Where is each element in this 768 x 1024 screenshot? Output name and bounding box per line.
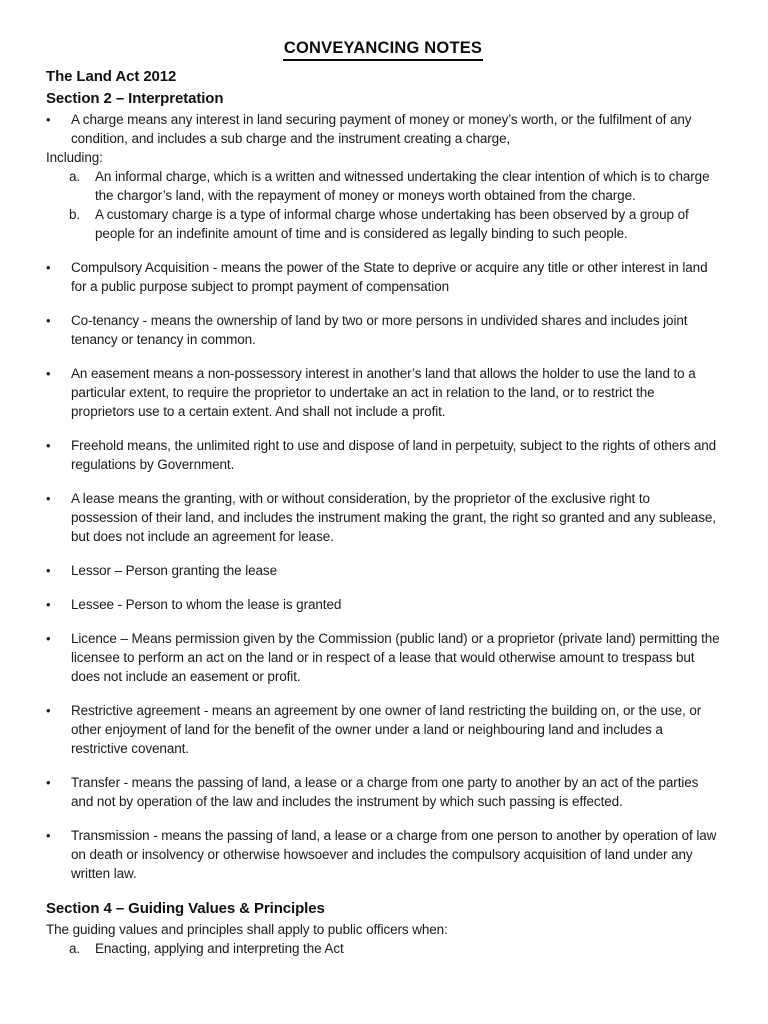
bullet-text: A lease means the granting, with or without consideration, by the proprietor of the exclusive right to possession of their land, and includes the instrument making the grant, the right so granted and any sublease, but does not include an agreement for lease.: [71, 491, 716, 544]
blank-line: [46, 758, 720, 773]
document-body: [46, 66, 720, 958]
bullet-marker-icon: •: [46, 597, 51, 612]
blank-line: [46, 296, 720, 311]
lettered-item: [46, 167, 720, 205]
bullet-marker-icon: •: [46, 491, 51, 506]
bullet-item: [46, 364, 720, 421]
bullet-marker-icon: •: [46, 438, 51, 453]
blank-line: [46, 546, 720, 561]
list-letter-label: b.: [69, 207, 81, 222]
bullet-text: Transmission - means the passing of land, a lease or a charge from one person to another by operation of law on death or insolvency or otherwise howsoever and includes the compulsory acquisition of land under any written law.: [71, 828, 717, 881]
bullet-item: [46, 311, 720, 349]
paragraph: Including:: [46, 150, 103, 165]
bullet-text: Compulsory Acquisition - means the power of the State to deprive or acquire any title or other interest in land for a public purpose subject to prompt payment of compensation: [71, 260, 708, 294]
list-letter-label: a.: [69, 169, 81, 184]
bullet-marker-icon: •: [46, 313, 51, 328]
bullet-item: [46, 629, 720, 686]
bullet-text: Co-tenancy - means the ownership of land by two or more persons in undivided shares and includes joint tenancy or tenancy in common.: [71, 313, 688, 347]
bullet-marker-icon: •: [46, 366, 51, 381]
bullet-text: An easement means a non-possessory interest in another’s land that allows the holder to use the land to a particular extent, to require the proprietor to undertake an act in relation to the land, or to restrict the proprietors use to a certain extent. And shall not include a profit.: [71, 366, 696, 419]
lettered-item-text: A customary charge is a type of informal charge whose undertaking has been observed by a group of people for an indefinite amount of time and is considered as legally binding to such people.: [95, 207, 689, 241]
bullet-item: [46, 701, 720, 758]
bullet-item: [46, 110, 720, 148]
paragraph: The guiding values and principles shall apply to public officers when:: [46, 922, 448, 937]
lettered-item-text: Enacting, applying and interpreting the Act: [95, 941, 344, 956]
bullet-text: Lessor – Person granting the lease: [71, 563, 277, 578]
bullet-text: Freehold means, the unlimited right to use and dispose of land in perpetuity, subject to the rights of others and regulations by Government.: [71, 438, 717, 472]
bullet-item: [46, 595, 720, 614]
section-heading: The Land Act 2012: [46, 68, 177, 85]
bullet-item: [46, 561, 720, 580]
blank-line: [46, 883, 720, 898]
bullet-item: [46, 773, 720, 811]
blank-line: [46, 349, 720, 364]
blank-line: [46, 421, 720, 436]
bullet-marker-icon: •: [46, 775, 51, 790]
bullet-marker-icon: •: [46, 703, 51, 718]
bullet-text: Lessee - Person to whom the lease is granted: [71, 597, 342, 612]
bullet-item: [46, 436, 720, 474]
bullet-item: [46, 489, 720, 546]
bullet-item: [46, 258, 720, 296]
document-title: [46, 38, 720, 61]
blank-line: [46, 811, 720, 826]
blank-line: [46, 580, 720, 595]
lettered-item: [46, 205, 720, 243]
lettered-item: [46, 939, 720, 958]
section-heading: Section 4 – Guiding Values & Principles: [46, 900, 325, 917]
bullet-marker-icon: •: [46, 112, 51, 127]
bullet-marker-icon: •: [46, 828, 51, 843]
blank-line: [46, 243, 720, 258]
lettered-item-text: An informal charge, which is a written and witnessed undertaking the clear intention of which is to charge the chargor’s land, with the repayment of money or moneys worth obtained from the charge.: [95, 169, 710, 203]
bullet-text: Licence – Means permission given by the Commission (public land) or a proprietor (private land) permitting the licensee to perform an act on the land or in respect of a lease that would otherwise amount to trespass but does not include an easement or profit.: [71, 631, 720, 684]
blank-line: [46, 474, 720, 489]
bullet-item: [46, 826, 720, 883]
blank-line: [46, 686, 720, 701]
bullet-marker-icon: •: [46, 563, 51, 578]
list-letter-label: a.: [69, 941, 81, 956]
bullet-marker-icon: •: [46, 631, 51, 646]
bullet-text: Transfer - means the passing of land, a lease or a charge from one party to another by an act of the parties and not by operation of the law and includes the instrument by which such passing is effected.: [71, 775, 699, 809]
bullet-text: Restrictive agreement - means an agreement by one owner of land restricting the building on, or the use, or other enjoyment of land for the benefit of the owner under a land or neighbouring land and includes a restrictive covenant.: [71, 703, 702, 756]
section-heading: Section 2 – Interpretation: [46, 90, 224, 107]
bullet-text: A charge means any interest in land securing payment of money or money’s worth, or the fulfilment of any condition, and includes a sub charge and the instrument creating a charge,: [71, 112, 692, 146]
document-title-text: CONVEYANCING NOTES: [283, 38, 483, 61]
blank-line: [46, 614, 720, 629]
bullet-marker-icon: •: [46, 260, 51, 275]
